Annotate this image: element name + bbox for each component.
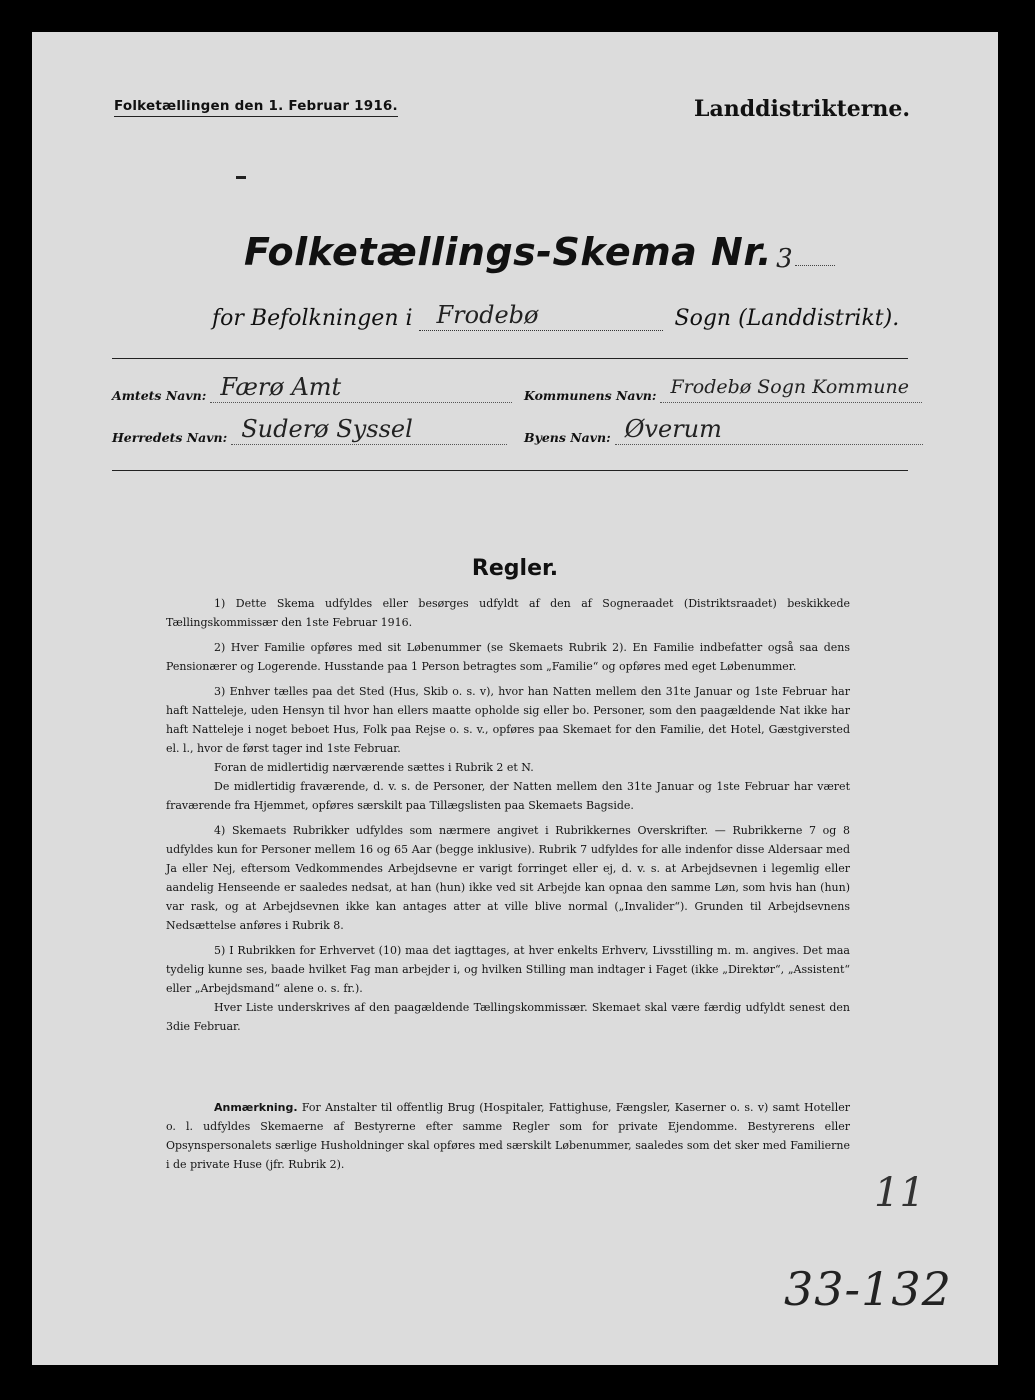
rule-signature: Hver Liste underskrives af den paagældende Tællingskommissær. Skemaet skal være færdig udfyldt senest den 3die Februar. <box>166 1001 850 1033</box>
by-field <box>524 414 923 445</box>
rules-heading: Regler. <box>471 556 559 581</box>
form-subtitle <box>212 300 899 331</box>
herred-value: Suderø Syssel <box>231 414 507 445</box>
kommune-label: Kommunens Navn: <box>524 388 657 403</box>
rule-2: 2) Hver Familie opføres med sit Løbenummer (se Skemaets Rubrik 2). En Familie indbefatter også saa dens Pensionærer og Logerende. Husstande paa 1 Person betragtes som „Familie“ og opføres med eget Løbenummer. <box>166 641 850 673</box>
archive-number: 33-132 <box>784 1262 952 1316</box>
herred-label: Herredets Navn: <box>112 430 228 445</box>
by-label: Byens Navn: <box>524 430 611 445</box>
form-number: 3 <box>776 244 793 274</box>
amt-value: Færø Amt <box>210 372 512 403</box>
margin-mark: 11 <box>874 1170 925 1216</box>
rule-1: 1) Dette Skema udfyldes eller besørges udfyldt af den af Sogneraadet (Distriktsraadet) beskikkede Tællingskommissær den 1ste Februar 1916. <box>166 597 850 629</box>
remark-text: For Anstalter til offentlig Brug (Hospitaler, Fattighuse, Fængsler, Kaserner o. s. v) samt Hoteller o. l. udfyldes Skemaerne af Bestyrerne efter samme Regler som for private Ejendomme. Bestyrerens eller Opsynspersonalets særlige Husholdninger skal opføres med særskilt Løbenummer, saaledes som det sker med Familierne i de private Huse (jfr. Rubrik 2). <box>166 1101 850 1171</box>
herred-field <box>112 414 507 445</box>
form-title <box>244 230 835 274</box>
rule-4: 4) Skemaets Rubrikker udfyldes som nærmere angivet i Rubrikkernes Overskrifter. — Rubrikkerne 7 og 8 udfyldes kun for Personer mellem 16 og 65 Aar (begge inklusive). Rubrik 7 udfyldes for alle indenfor disse Aldersaar med Ja eller Nej, eftersom Vedkommendes Arbejdsevne er varigt forringet eller ej, d. v. s. at Arbejdsevnen i legemlig eller aandelig Henseende er saaledes nedsat, at han (hun) ikke ved sit Arbejde kan opnaa den samme Løn, som hvis han (hun) var rask, og at Arbejdsevnen ikke kan antages atter at ville blive normal („Invalider“). Grunden til Arbejdsevnens Nedsættelse anføres i Rubrik 8. <box>166 824 850 932</box>
census-form-page <box>32 32 998 1365</box>
ink-mark <box>236 176 246 179</box>
divider-top <box>112 358 908 359</box>
rule-3: 3) Enhver tælles paa det Sted (Hus, Skib o. s. v), hvor han Natten mellem den 31te Januar og 1ste Februar har haft Natteleje, uden Hensyn til hvor han ellers maatte opholde sig eller bo. Personer, som den paagældende Nat ikke har haft Natteleje i noget beboet Hus, Folk paa Rejse o. s. v., opføres paa Skemaet for den Familie, det Hotel, Gæstgiversted el. l., hvor de først tager ind 1ste Februar. <box>166 685 850 755</box>
remark-paragraph <box>166 1098 850 1174</box>
form-title-text: Folketællings-Skema Nr. <box>244 230 773 274</box>
district-type-label: Landdistrikterne. <box>694 96 910 122</box>
remark-section <box>166 1098 850 1174</box>
parish-name-field: Frodebø <box>419 300 663 331</box>
rule-3-present: Foran de midlertidig nærværende sættes i Rubrik 2 et N. <box>214 761 534 774</box>
subtitle-suffix: Sogn (Landdistrikt). <box>674 306 900 331</box>
subtitle-prefix: for Befolkningen i <box>212 306 413 331</box>
remark-label: Anmærkning. <box>214 1101 298 1114</box>
rule-3-absent: De midlertidig fraværende, d. v. s. de Personer, der Natten mellem den 31te Januar og 1ste Februar har været fraværende fra Hjemmet, opføres særskilt paa Tillægslisten paa Skemaets Bagside. <box>166 780 850 812</box>
by-value: Øverum <box>615 414 923 445</box>
amt-label: Amtets Navn: <box>112 388 207 403</box>
amt-field <box>112 372 512 403</box>
kommune-field <box>524 372 922 403</box>
kommune-value: Frodebø Sogn Kommune <box>660 372 922 403</box>
rule-5: 5) I Rubrikken for Erhvervet (10) maa det iagttages, at hver enkelts Erhverv, Livsstilling m. m. angives. Det maa tydelig kunne ses, baade hvilket Fag man arbejder i, og hvilken Stilling man indtager i Faget (ikke „Direktør“, „Assistent“ eller „Arbejdsmand“ alene o. s. fr.). <box>166 944 850 995</box>
divider-bottom <box>112 470 908 471</box>
form-number-line <box>795 265 835 266</box>
census-date-label: Folketællingen den 1. Februar 1916. <box>114 98 398 117</box>
rules-text <box>166 594 850 1042</box>
